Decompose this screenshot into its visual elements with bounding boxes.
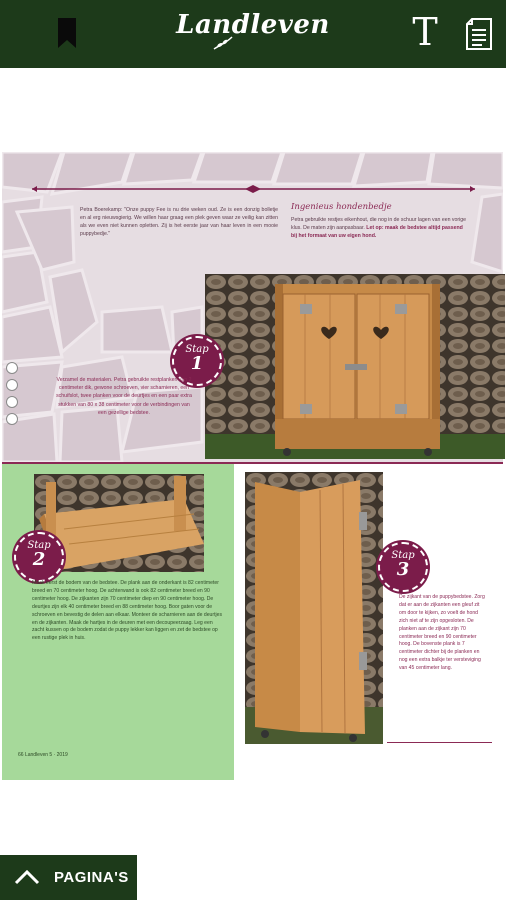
step-3-text: De zijkant van de puppybedstee. Zorg dat er aan de zijkanten een gleuf zit om door te kijken, zo voelt de hond zich niet af te zijn opgesloten. De planken aan de zijkant zijn 70 centimeter breed en 90 centimeter hoog. De bovenste plank is 7 centimeter dichter bij de planken en nog een extra balkje ter versteviging van 45 centimeter lang. [399, 594, 485, 672]
step-3-label: Stap [391, 550, 415, 561]
decorative-divider [32, 185, 475, 193]
step-1-number: 1 [190, 353, 204, 374]
step-3-badge [378, 542, 428, 592]
step-2-number: 2 [32, 549, 46, 570]
side-text-highlight: Let op: maak de bedstee altijd passend bij het formaat van uw eigen hond. [291, 225, 463, 239]
pages-button-label: PAGINA'S [54, 869, 129, 886]
page-dot[interactable] [6, 413, 18, 425]
magazine-spread[interactable] [2, 152, 503, 780]
intro-paragraph: Petra Boerekamp: "Onze puppy Fee is nu drie weken oud. Ze is een donzig bolletje en al erg nieuwsgierig. We willen haar graag een plek geven waar ze veilig kan zitten als we even niet kunnen opletten. Zij is het eerste jaar van haar leven in een mooie puppybedje." [80, 207, 278, 237]
leaf-sprig-icon [212, 35, 234, 51]
side-text-plain: Petra gebruikte restjes eikenhout, die nog in de schuur lagen van een vorige klus. De maten zijn aanpasbaar. [291, 217, 467, 231]
side-paragraph [291, 216, 467, 240]
step-1-text: Verzamel de materialen. Petra gebruikte restplanken van 2 centimeter dik, gewone schroeven, vier scharnieren, een schuifslot, twee planken voor de deurtjes en een paar extra stukken van 80 x 38 centimeter voor de verbindingen van een gezellige bedstee. [56, 377, 192, 416]
step-3-number: 3 [396, 559, 410, 580]
cabinet-front-photo [205, 274, 505, 459]
document-pages-icon[interactable] [466, 18, 492, 50]
step-1-label: Stap [185, 344, 209, 355]
pages-button[interactable] [0, 855, 137, 900]
page-dot[interactable] [6, 379, 18, 391]
section-subtitle: Ingenieus hondenbedje [291, 202, 392, 212]
text-view-button[interactable]: T [412, 10, 438, 54]
page-indicator [6, 362, 20, 430]
app-header [0, 0, 506, 68]
app-logo: Landleven [176, 10, 330, 40]
page-dot[interactable] [6, 362, 18, 374]
step-2-label: Stap [27, 540, 51, 551]
page-dot[interactable] [6, 396, 18, 408]
cabinet-side-photo [245, 472, 383, 744]
page-footer: 66 Landleven 5 · 2019 [18, 752, 68, 758]
step-2-text: Maak eerst de bodem van de bedstee. De plank aan de onderkant is 82 centimeter breed en 70 centimeter hoog. De achterwand is ook 82 centimeter breed en 90 centimeter hoog. De zijkanten zijn 70 centimeter diep en 90 centimeter hoog. De deurtjes zijn elk 40 centimeter breed en 88 centimeter hoog. Boor gaten voor de schroeven en bevestig de delen aan elkaar. Monteer de scharnieren aan de deurtjes en de zijkanten. Maak de hartjes in de deuren met een decoupeerzaag. Leg een zacht kussen op de bodem zodat de puppy lekker kan liggen en zet de bedstee op een rustige plek in huis. [32, 580, 223, 642]
footer-divider [387, 742, 492, 743]
step-2-badge [14, 532, 64, 582]
chevron-up-icon [14, 869, 40, 885]
